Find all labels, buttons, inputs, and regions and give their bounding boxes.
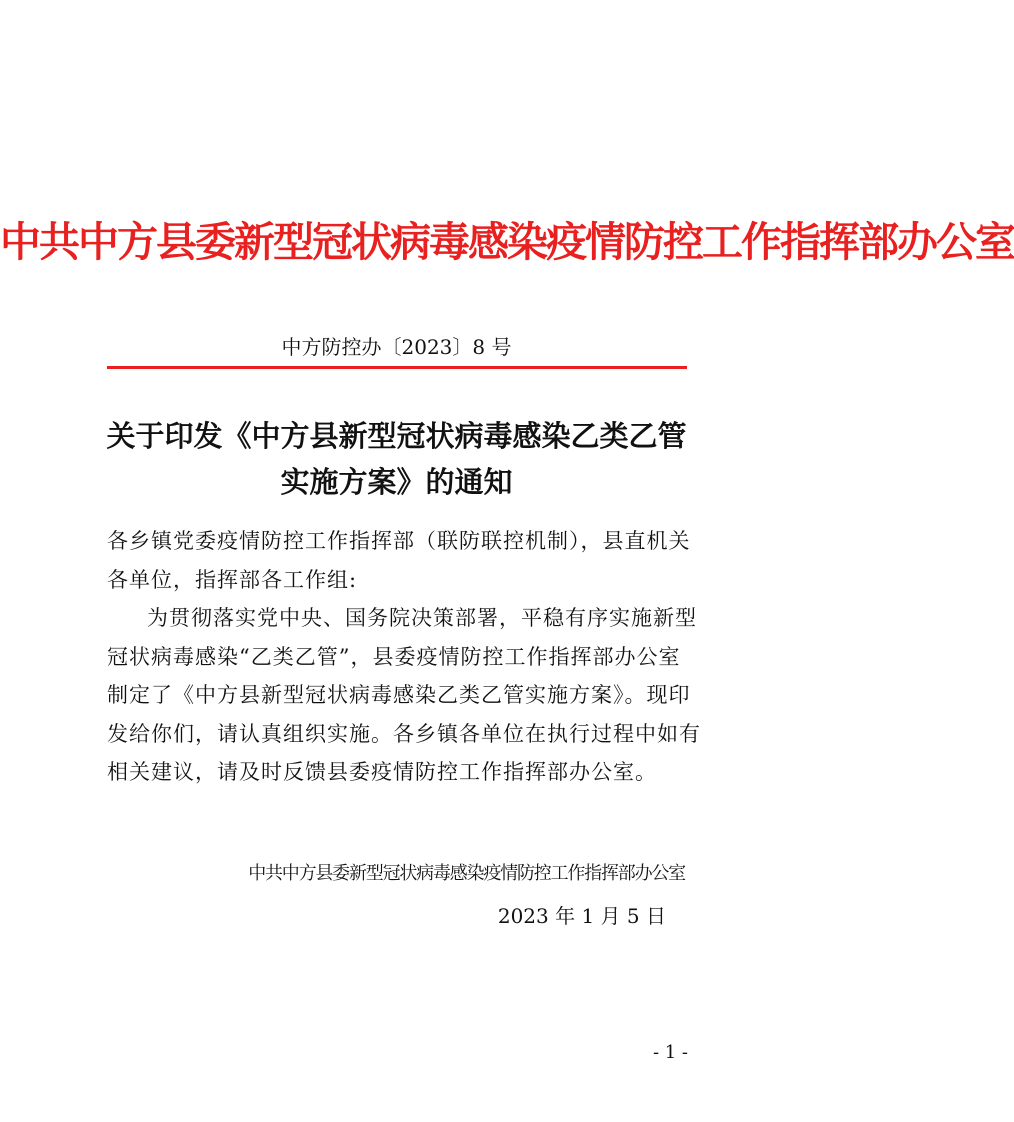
signature-date: 2023 年 1 月 5 日: [497, 904, 666, 928]
notice-title-line-1: 关于印发《中方县新型冠状病毒感染乙类乙管: [106, 419, 687, 453]
body-paragraph-line-4: 发给你们，请认真组织实施。各乡镇各单位在执行过程中如有: [107, 721, 701, 746]
addressee-line-2: 各单位，指挥部各工作组:: [107, 567, 358, 592]
body-paragraph-line-2: 冠状病毒感染“乙类乙管”，县委疫情防控工作指挥部办公室: [107, 644, 681, 669]
body-paragraph-line-5: 相关建议，请及时反馈县委疫情防控工作指挥部办公室。: [107, 760, 657, 784]
addressee-line-1: 各乡镇党委疫情防控工作指挥部（联防联控机制），县直机关: [107, 529, 691, 553]
document-number: 中方防控办〔2023〕8 号: [281, 335, 512, 359]
body-paragraph-line-3: 制定了《中方县新型冠状病毒感染乙类乙管实施方案》。现印: [107, 683, 691, 707]
body-paragraph-line-1: 为贯彻落实党中央、国务院决策部署，平稳有序实施新型: [147, 606, 697, 630]
issuer-title: 中共中方县委新型冠状病毒感染疫情防控工作指挥部办公室: [0, 218, 1014, 266]
notice-body: [107, 522, 701, 792]
page-number: - 1 -: [652, 1042, 688, 1063]
notice-title: [90, 413, 703, 505]
signature-issuer: 中共中方县委新型冠状病毒感染疫情防控工作指挥部办公室: [248, 863, 685, 884]
notice-title-line-2: 实施方案》的通知: [280, 465, 513, 499]
red-divider-line: [107, 366, 687, 369]
